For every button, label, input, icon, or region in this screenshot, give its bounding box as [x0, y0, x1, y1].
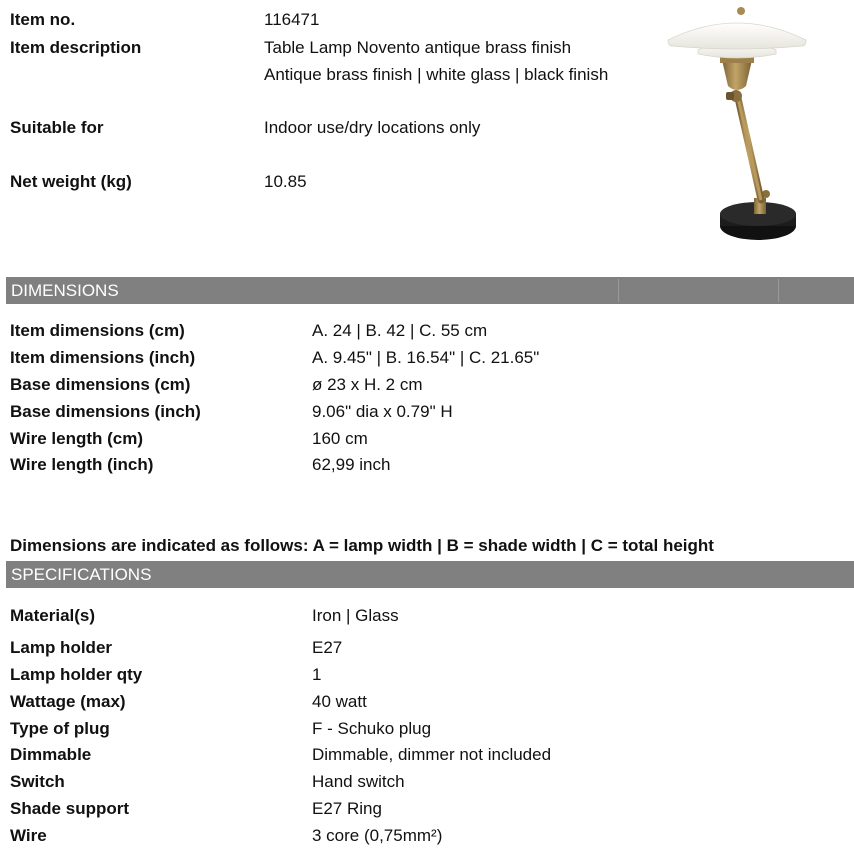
- spec-value: E27: [312, 638, 343, 657]
- net-weight-label: Net weight (kg): [10, 172, 132, 191]
- spec-row: [0, 689, 854, 715]
- spec-value: E27 Ring: [312, 799, 382, 818]
- spec-label: Dimmable: [10, 745, 92, 764]
- spec-row: [0, 823, 854, 849]
- dimension-row: [0, 318, 854, 344]
- dimension-row: [0, 345, 854, 371]
- spec-value: 3 core (0,75mm²): [312, 826, 443, 845]
- section-divider: [778, 279, 779, 302]
- spec-label: Wattage (max): [10, 692, 126, 711]
- spec-value: 1: [312, 665, 322, 684]
- dimension-row: [0, 426, 854, 452]
- dimension-row: [0, 399, 854, 425]
- dimension-value: A. 24 | B. 42 | C. 55 cm: [312, 321, 488, 340]
- spec-value: Hand switch: [312, 772, 405, 791]
- suitable-for-value: Indoor use/dry locations only: [264, 118, 481, 137]
- dimensions-section-header: [6, 277, 854, 304]
- dimension-label: Base dimensions (inch): [10, 402, 201, 421]
- spec-row: [0, 603, 854, 629]
- spec-row: [0, 742, 854, 768]
- spec-row: [0, 716, 854, 742]
- dimension-value: ø 23 x H. 2 cm: [312, 375, 423, 394]
- item-no-value: 116471: [264, 10, 320, 29]
- dimension-value: 62,99 inch: [312, 455, 391, 474]
- dimension-row: [0, 372, 854, 398]
- item-description-label: Item description: [10, 38, 142, 57]
- spec-label: Wire: [10, 826, 47, 845]
- spec-row: [0, 796, 854, 822]
- dimensions-section-title: DIMENSIONS: [11, 281, 119, 300]
- net-weight-value: 10.85: [264, 172, 307, 191]
- suitable-for-label: Suitable for: [10, 118, 104, 137]
- spec-label: Material(s): [10, 606, 96, 625]
- dimension-label: Item dimensions (inch): [10, 348, 196, 367]
- spec-label: Switch: [10, 772, 65, 791]
- spec-label: Shade support: [10, 799, 130, 818]
- section-divider: [618, 279, 619, 302]
- dimensions-legend-note: Dimensions are indicated as follows: A = lamp width | B = shade width | C = total height: [10, 536, 714, 555]
- specifications-section-title: SPECIFICATIONS: [11, 565, 152, 584]
- dimension-label: Item dimensions (cm): [10, 321, 185, 340]
- spec-row: [0, 662, 854, 688]
- spec-label: Type of plug: [10, 719, 110, 738]
- spec-value: F - Schuko plug: [312, 719, 432, 738]
- dimension-value: 9.06" dia x 0.79" H: [312, 402, 453, 421]
- spec-value: Dimmable, dimmer not included: [312, 745, 552, 764]
- dimension-label: Wire length (inch): [10, 455, 154, 474]
- spec-row: [0, 635, 854, 661]
- spec-value: 40 watt: [312, 692, 367, 711]
- item-no-label: Item no.: [10, 10, 76, 29]
- spec-row: [0, 769, 854, 795]
- dimension-label: Base dimensions (cm): [10, 375, 191, 394]
- dimension-label: Wire length (cm): [10, 429, 144, 448]
- dimension-row: [0, 452, 854, 478]
- table-lamp-image: [662, 2, 812, 246]
- dimension-value: A. 9.45" | B. 16.54" | C. 21.65": [312, 348, 540, 367]
- dimension-value: 160 cm: [312, 429, 368, 448]
- spec-value: Iron | Glass: [312, 606, 399, 625]
- specifications-section-header: [6, 561, 854, 588]
- item-description-line2: Antique brass finish | white glass | black finish: [264, 65, 609, 84]
- spec-label: Lamp holder: [10, 638, 113, 657]
- item-description-line1: Table Lamp Novento antique brass finish: [264, 38, 572, 57]
- spec-label: Lamp holder qty: [10, 665, 143, 684]
